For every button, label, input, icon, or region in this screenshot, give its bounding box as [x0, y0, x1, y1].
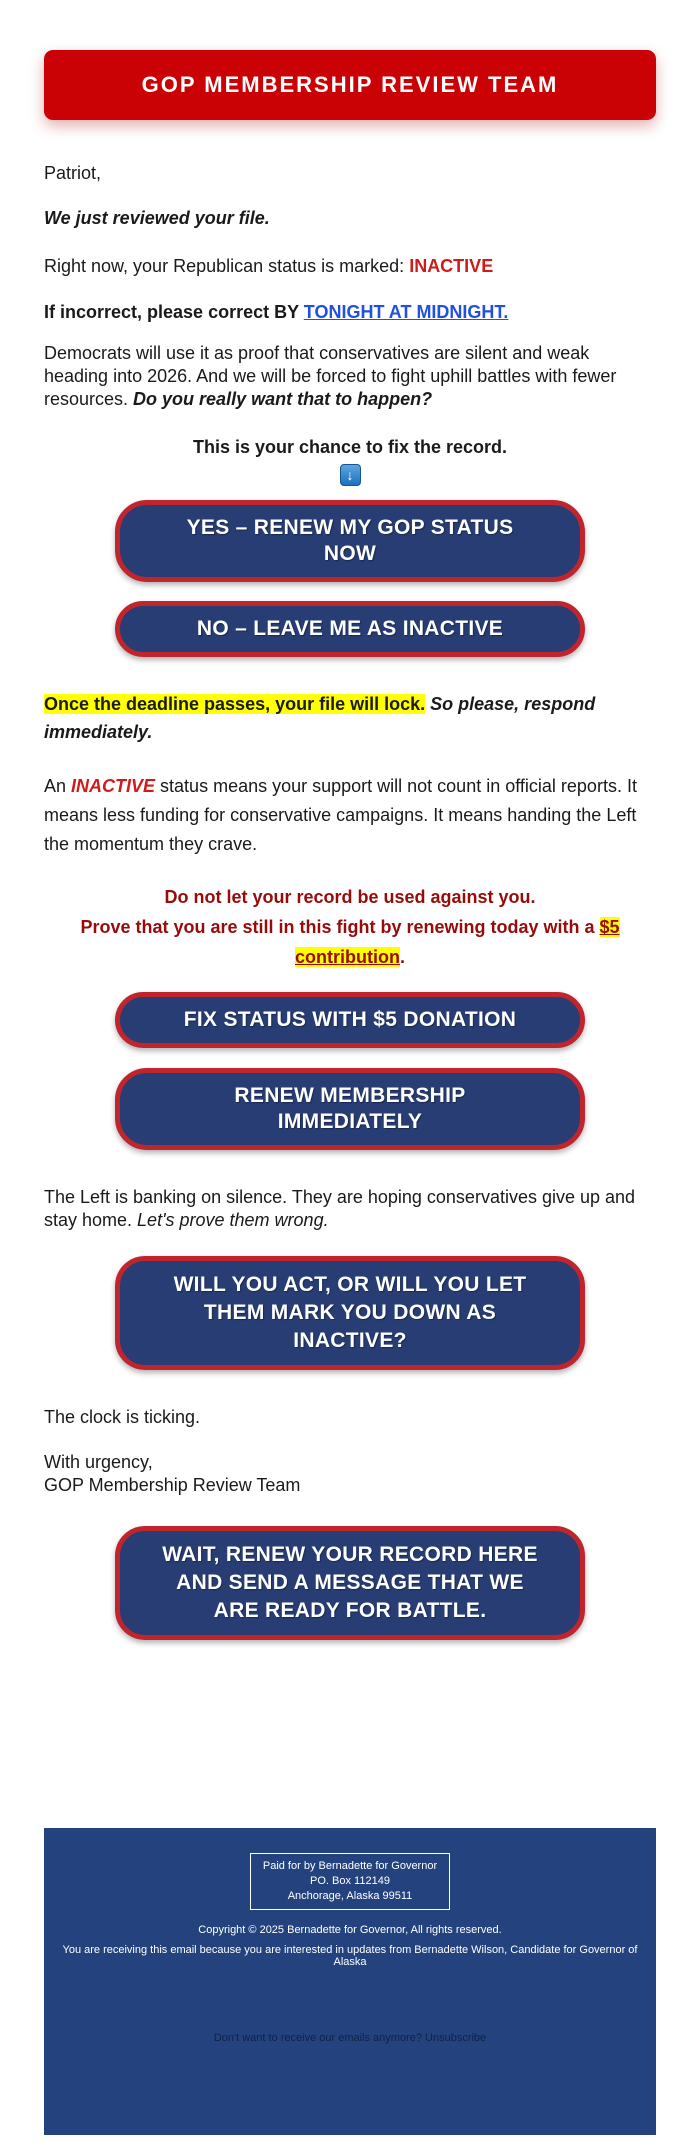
inactive-emphasis: INACTIVE — [71, 776, 156, 796]
act-question-button[interactable]: WILL YOU ACT, OR WILL YOU LET THEM MARK YOU DOWN AS INACTIVE? — [115, 1256, 585, 1370]
chance-text: This is your chance to fix the record. — [192, 437, 508, 457]
correct-line — [44, 301, 656, 324]
urgency-line1: Do not let your record be used against you. — [164, 887, 536, 907]
email-container — [0, 50, 700, 2149]
left-banking-paragraph — [44, 1186, 656, 1232]
democrats-paragraph — [44, 342, 656, 411]
paid-for-line2: PO. Box 112149 — [310, 1875, 390, 1887]
correct-prefix: If incorrect, please correct BY — [44, 302, 304, 322]
receiving-reason-text: You are receiving this email because you are interested in updates from Bernadette Wilson, Candidate for Governor of Alaska — [62, 1944, 638, 1968]
signoff-team-line: GOP Membership Review Team — [44, 1475, 301, 1495]
status-prefix: Right now, your Republican status is marked: — [44, 256, 410, 276]
yes-renew-button[interactable]: YES – RENEW MY GOP STATUS NOW — [115, 500, 585, 582]
status-line — [44, 255, 656, 278]
deadline-highlight: Once the deadline passes, your file will lock. — [44, 694, 426, 714]
banner-title: GOP MEMBERSHIP REVIEW TEAM — [141, 72, 559, 97]
status-badge: INACTIVE — [409, 256, 494, 276]
unsubscribe-prompt: Don't want to receive our emails anymore? — [213, 2032, 426, 2044]
contribution-link[interactable]: $5 contribution — [295, 917, 620, 967]
paid-for-line3: Anchorage, Alaska 99511 — [287, 1890, 413, 1902]
democrats-question: Do you really want that to happen? — [133, 389, 433, 409]
inactive-rest: status means your support will not count in official reports. It means less funding for conservative campaigns. It means handing the Left the momentum they crave. — [44, 776, 637, 854]
deadline-rest: So please, respond immediately. — [44, 694, 596, 742]
wait-renew-button[interactable]: WAIT, RENEW YOUR RECORD HERE AND SEND A MESSAGE THAT WE ARE READY FOR BATTLE. — [115, 1526, 585, 1640]
unsubscribe-line — [44, 2032, 656, 2044]
fix-status-button[interactable]: FIX STATUS WITH $5 DONATION — [115, 992, 585, 1048]
deadline-warning — [44, 690, 656, 746]
signoff-urgency-line: With urgency, — [44, 1452, 153, 1472]
reviewed-text: We just reviewed your file. — [44, 208, 270, 228]
inactive-status-paragraph — [44, 772, 656, 859]
left-text: The Left is banking on silence. They are hoping conservatives give up and stay home. — [44, 1187, 636, 1230]
democrats-text: Democrats will use it as proof that conservatives are silent and weak heading into 2026. And we will be forced to fight uphill battles with fewer resources. — [44, 343, 617, 409]
signoff-text — [44, 1451, 656, 1497]
copyright-text: Copyright © 2025 Bernadette for Governor, All rights reserved. — [198, 1924, 502, 1936]
no-inactive-button[interactable]: NO – LEAVE ME AS INACTIVE — [115, 601, 585, 657]
urgency-line2-prefix: Prove that you are still in this fight by renewing today with a — [80, 917, 600, 937]
greeting-text: Patriot, — [44, 163, 102, 183]
inactive-prefix: An — [44, 776, 72, 796]
down-arrow-icon — [340, 464, 361, 486]
midnight-link[interactable]: TONIGHT AT MIDNIGHT. — [303, 302, 509, 322]
urgency-paragraph — [44, 882, 656, 972]
unsubscribe-link[interactable]: Unsubscribe — [425, 2032, 487, 2044]
renew-membership-button[interactable]: RENEW MEMBERSHIP IMMEDIATELY — [115, 1068, 585, 1150]
prove-emphasis: Let's prove them wrong. — [137, 1210, 329, 1230]
footer — [44, 1828, 656, 2135]
urgency-line2-suffix: . — [399, 947, 405, 967]
paid-for-box — [250, 1853, 450, 1910]
clock-text: The clock is ticking. — [44, 1407, 201, 1427]
down-arrow-glyph: ↓ — [346, 467, 354, 483]
header-banner — [44, 50, 656, 120]
paid-for-line1: Paid for by Bernadette for Governor — [262, 1860, 438, 1872]
